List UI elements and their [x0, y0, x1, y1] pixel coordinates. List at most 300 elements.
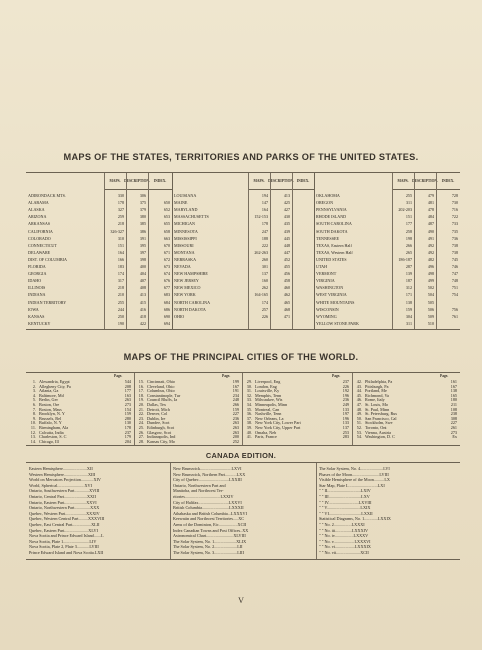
- state-name: PENNSYLVANIA: [316, 207, 347, 213]
- city-number: 26.: [138, 429, 144, 435]
- state-index-page: 733: [451, 221, 458, 227]
- state-map-page: 147: [261, 200, 268, 206]
- state-description-page: 439: [283, 228, 290, 234]
- city-number: 14.: [30, 438, 36, 444]
- city-number: 31.: [246, 388, 252, 394]
- state-row: [314, 257, 460, 262]
- state-row: [26, 214, 172, 219]
- state-description-page: 468: [283, 306, 290, 312]
- state-row: [172, 200, 314, 205]
- city-name: Constantinople, Tur: [147, 392, 181, 398]
- state-map-page: 311: [406, 200, 412, 206]
- state-description-page: 416: [139, 306, 146, 312]
- state-name: FLORIDA: [28, 264, 46, 269]
- canada-entry: City of Halifax.............................LXXVI: [173, 499, 242, 505]
- index-header: INDEX.: [292, 173, 314, 190]
- city-name: New York City, Upper Part: [255, 425, 301, 430]
- state-map-page: 174: [261, 299, 268, 305]
- state-description-page: 481: [427, 200, 434, 206]
- state-description-page: 465: [283, 299, 290, 305]
- city-number: 16.: [138, 383, 144, 389]
- city-number: 49.: [356, 411, 362, 417]
- city-number: 25.: [138, 425, 144, 430]
- canada-entry: Ontario, Northwestern Part and: [173, 482, 226, 488]
- city-number: 44.: [356, 388, 362, 394]
- state-description-page: 375: [139, 200, 146, 206]
- state-name: MISSISSIPPI: [174, 235, 197, 241]
- canada-entry: Visible Hemisphere of the Moon..........LX: [319, 477, 390, 483]
- city-name: St. Petersburg, Rus: [365, 411, 398, 417]
- state-map-page: 226: [261, 313, 268, 319]
- city-page: Ex: [452, 434, 457, 440]
- state-map-page: 265: [405, 249, 412, 255]
- canada-entry: The Solar System, No. 4......................LVI: [319, 466, 390, 471]
- state-map-page: 198: [405, 235, 412, 241]
- state-map-page: 330: [117, 193, 124, 198]
- state-index-page: 652: [163, 207, 170, 213]
- canada-entry: " " II................................LXIV: [319, 488, 371, 494]
- state-name: ALABAMA: [28, 200, 49, 206]
- city-page: 263: [232, 429, 239, 435]
- state-map-page: 160: [261, 278, 268, 284]
- city-page: 263: [124, 397, 131, 403]
- state-row: [314, 271, 460, 276]
- state-description-page: 458: [283, 278, 290, 284]
- description-header: DESCRIPTION.: [414, 173, 436, 190]
- state-description-page: 380: [139, 214, 146, 220]
- city-number: 27.: [138, 434, 144, 440]
- state-name: KANSAS: [28, 313, 45, 319]
- state-row: [314, 285, 460, 290]
- state-row: [172, 214, 314, 219]
- canada-entry: Keewatin and Northwest Territories.....XC: [173, 516, 245, 522]
- state-index-page: 745: [451, 256, 458, 262]
- canada-entry: Quebec, East Central Part..................XLII: [29, 522, 100, 527]
- state-row: [314, 300, 460, 305]
- state-row: [172, 250, 314, 255]
- city-number: 50.: [356, 415, 362, 421]
- state-name: ALASKA: [28, 207, 45, 213]
- city-page: 544: [124, 379, 131, 384]
- city-number: 38.: [246, 420, 252, 426]
- state-description-page: 391: [139, 235, 146, 241]
- state-description-page: 395: [139, 242, 146, 248]
- state-description-page: 435: [283, 221, 290, 227]
- state-name: MISSOURI: [174, 242, 194, 248]
- city-page: 266: [232, 402, 239, 407]
- page-header: Page.: [440, 374, 449, 378]
- state-map-page: 194: [261, 193, 268, 198]
- city-name: Cleveland, Ohio: [147, 383, 175, 389]
- city-name: Boston, Ore: [39, 402, 60, 407]
- state-description-page: 492: [427, 242, 434, 248]
- state-map-page: 138: [405, 299, 412, 305]
- state-map-page: 202-203: [398, 207, 412, 213]
- city-name: Edinburgh, Scot: [147, 425, 175, 430]
- city-page: 192: [342, 388, 349, 394]
- state-index-page: 738: [451, 249, 458, 255]
- city-number: 22.: [138, 411, 144, 417]
- city-number: 24.: [138, 420, 144, 426]
- city-name: Memphis, Tenn: [255, 392, 282, 398]
- state-index-page: 690: [163, 313, 170, 319]
- state-description-page: 447: [283, 249, 290, 255]
- city-number: 40.: [246, 429, 252, 435]
- city-name: Louisville, Ky: [255, 388, 280, 394]
- state-map-page: 326-327: [110, 228, 124, 234]
- canada-entry: City of Quebec.............................LXXIII: [173, 477, 242, 483]
- state-row: [314, 243, 460, 248]
- state-name: NEW JERSEY: [174, 278, 199, 284]
- city-page: 263: [232, 420, 239, 426]
- city-number: 45.: [356, 392, 362, 398]
- city-name: Brooklyn, N. Y: [39, 411, 65, 417]
- state-description-page: 413: [283, 193, 290, 198]
- state-map-page: 151: [405, 214, 412, 220]
- page-header: Page.: [222, 374, 231, 378]
- city-page: 191: [232, 388, 239, 394]
- state-description-page: 398: [139, 256, 146, 262]
- state-row: [26, 271, 172, 276]
- state-map-page: 310: [117, 235, 124, 241]
- state-map-page: 218: [117, 285, 124, 291]
- state-index-page: 736: [451, 235, 458, 241]
- state-name: INDIANA: [28, 292, 46, 298]
- state-row: [314, 207, 460, 212]
- city-name: St. Louis, Mo: [365, 402, 389, 407]
- city-row: [26, 439, 134, 445]
- state-map-page: 152-153: [254, 214, 268, 220]
- state-description-page: 510: [427, 320, 434, 326]
- state-description-page: 455: [283, 264, 290, 269]
- state-map-page: 139: [405, 271, 412, 277]
- state-index-page: 655: [163, 221, 170, 227]
- state-map-page: 190: [117, 320, 124, 326]
- state-index-page: 754: [451, 292, 458, 298]
- state-name: WYOMING: [316, 313, 337, 319]
- city-name: Allegheny City, Pa: [39, 383, 71, 389]
- page-header: Page.: [114, 374, 123, 378]
- state-map-page: 177: [405, 221, 412, 227]
- state-name: OKLAHOMA: [316, 193, 340, 198]
- state-name: WASHINGTON: [316, 285, 344, 291]
- canada-entry: Nova Scotia, Plate 2, Plate 3............LVIII: [29, 544, 99, 550]
- canada-entry: The Solar System, No. 3......................LIII: [173, 550, 244, 555]
- state-row: [26, 264, 172, 269]
- state-name: ADIRONDACK MTS.: [28, 193, 66, 198]
- state-row: [26, 278, 172, 283]
- state-name: TEXAS, Western Half: [316, 249, 353, 255]
- state-map-page: 222: [261, 242, 268, 248]
- canada-entry: Western Hemisphere.......................XIII: [29, 471, 96, 477]
- state-map-page: 287: [405, 264, 412, 269]
- state-name: NEBRASKA: [174, 256, 197, 262]
- canada-entry: Nova Scotia, Plate 1.........................LIV: [29, 538, 97, 544]
- city-name: Atlanta, Ga: [39, 388, 59, 394]
- state-name: WEST VIRGINIA: [316, 292, 347, 298]
- state-map-page: 258: [405, 228, 412, 234]
- city-number: 42.: [356, 379, 362, 384]
- state-map-page: 255: [117, 299, 124, 305]
- state-row: [314, 193, 460, 198]
- state-row: [172, 278, 314, 283]
- city-name: New York City, Lower Part: [255, 420, 301, 426]
- state-name: ILLINOIS: [28, 285, 46, 291]
- city-page: 137: [342, 425, 349, 430]
- city-name: Portland, Me: [365, 388, 387, 394]
- state-row: [26, 285, 172, 290]
- state-row: [172, 271, 314, 276]
- city-row: [134, 439, 242, 445]
- state-map-page: 257: [261, 306, 268, 312]
- state-row: [26, 300, 172, 305]
- canada-entry: " " VI...............................LXXII: [319, 510, 373, 516]
- state-description-page: 502: [427, 285, 434, 291]
- city-number: 32.: [246, 392, 252, 398]
- city-page: 179: [124, 434, 131, 440]
- city-name: Boston, Mass: [39, 406, 62, 412]
- canada-entry: Star Map, Plate I.............................LXI: [319, 482, 385, 488]
- canada-entry: Astronomical Chart..........................XLVIII: [173, 533, 246, 539]
- city-name: San Francisco, Cal: [365, 415, 397, 421]
- canada-entry: " " No. v....................LXXXVI: [319, 538, 371, 544]
- canada-entry: Statistical Diagrams, No. 1.............LXXIX: [319, 516, 391, 522]
- city-page: 227: [232, 411, 239, 417]
- state-map-page: 218: [117, 221, 124, 227]
- state-name: IDAHO: [28, 278, 42, 284]
- state-row: [314, 200, 460, 205]
- canada-entry: Prince Edward Island and Nova Scotia.LXII: [29, 550, 104, 555]
- state-map-page: 137: [261, 271, 268, 277]
- state-name: NEW YORK: [174, 292, 196, 298]
- city-number: 54.: [356, 434, 362, 440]
- canada-title: CANADA EDITION.: [205, 451, 277, 460]
- canada-entry: " " V................................LXIX: [319, 505, 371, 511]
- city-page: 197: [342, 411, 349, 417]
- state-row: [172, 243, 314, 248]
- state-description-page: 404: [139, 271, 146, 277]
- city-page: 211: [450, 402, 457, 407]
- state-index-page: 670: [163, 242, 170, 248]
- state-description-page: 422: [139, 320, 146, 326]
- city-name: St. Paul, Minn: [365, 406, 390, 412]
- city-number: 35.: [246, 406, 252, 412]
- state-map-page: 262: [261, 285, 268, 291]
- state-map-page: 164: [261, 207, 268, 213]
- state-map-page: 301: [261, 264, 268, 269]
- city-name: Paris, France: [255, 434, 277, 440]
- city-name: New Orleans, La: [255, 415, 284, 421]
- state-name: DELAWARE: [28, 249, 51, 255]
- state-description-page: 418: [139, 313, 146, 319]
- city-number: 15.: [138, 379, 144, 384]
- state-name: OHIO: [174, 313, 185, 319]
- state-description-page: 492: [427, 249, 434, 255]
- state-map-page: 166: [117, 256, 124, 262]
- canada-entry: " " No. iii................LXXXIV: [319, 527, 369, 533]
- city-name: Detroit, Mich: [147, 406, 170, 412]
- city-page: 161: [450, 379, 457, 384]
- state-index-page: 735: [451, 228, 458, 234]
- state-description-page: 427: [283, 207, 290, 213]
- city-number: 43.: [356, 383, 362, 389]
- city-page: 263: [232, 425, 239, 430]
- state-name: NORTH CAROLINA: [174, 299, 211, 305]
- states-table: [26, 172, 460, 330]
- city-name: Stockholm, Swe: [365, 420, 393, 426]
- section-divider: [170, 463, 171, 559]
- state-row: [314, 307, 460, 312]
- state-name: ARIZONA: [28, 214, 47, 220]
- city-page: 283: [342, 434, 349, 440]
- canada-entry: " " No. 2.................LXXXI: [319, 522, 365, 527]
- state-description-page: 306: [139, 193, 146, 198]
- city-name: Milwaukee, Wis: [255, 397, 283, 403]
- city-number: 52.: [356, 425, 362, 430]
- canada-entry: Ontario, Eastern Part.....................XXVI: [29, 499, 97, 505]
- city-name: Minneapolis, Minn: [255, 402, 288, 407]
- state-name: UTAH: [316, 264, 328, 269]
- city-number: 17.: [138, 388, 144, 394]
- states-title: MAPS OF THE STATES, TERRITORIES AND PARKS OF THE UNITED STATES.: [63, 152, 419, 162]
- canada-entry: Index Canadian Towns and Post Offices..XX: [173, 527, 249, 533]
- state-index-page: 653: [163, 214, 170, 220]
- state-name: NEW MEXICO: [174, 285, 201, 291]
- city-page: 308: [450, 415, 457, 421]
- canada-entry: " " No. vi...................LXXXIX: [319, 544, 371, 550]
- city-name: Vienna, Austria: [365, 429, 392, 435]
- map-header: MAPS.: [248, 173, 270, 190]
- city-number: 28.: [138, 438, 144, 444]
- state-map-page: 183: [117, 264, 124, 269]
- state-row: [172, 229, 314, 234]
- state-name: NORTH DAKOTA: [174, 306, 206, 312]
- city-name: Denver, Col: [147, 411, 168, 417]
- city-name: Berlin, Ger: [39, 397, 58, 403]
- state-index-page: 686: [163, 306, 170, 312]
- canada-entry: World, Spherical..........................XVI: [29, 482, 92, 488]
- city-name: Cincinnati, Ohio: [147, 379, 175, 384]
- state-description-page: 462: [283, 292, 290, 298]
- state-name: TENNESSEE: [316, 235, 339, 241]
- city-number: 47.: [356, 402, 362, 407]
- state-index-page: 663: [163, 235, 170, 241]
- state-row: [26, 207, 172, 212]
- state-row: [172, 292, 314, 297]
- canada-entry: New Brunswick..............................LXVI: [173, 466, 242, 471]
- city-name: Rome, Italy: [365, 397, 385, 403]
- index-header: INDEX.: [148, 173, 172, 190]
- city-name: Toronto, Ont: [365, 425, 387, 430]
- city-page: 237: [124, 429, 131, 435]
- state-description-page: 379: [139, 207, 146, 213]
- city-number: 10.: [30, 420, 36, 426]
- city-number: 9.: [32, 415, 36, 421]
- city-page: 226: [342, 383, 349, 389]
- state-row: [172, 193, 314, 198]
- state-index-page: 677: [163, 285, 170, 291]
- city-name: Nashville, Tenn: [255, 411, 282, 417]
- canada-entry: " " III...............................LXV: [319, 494, 370, 499]
- state-row: [26, 221, 172, 226]
- state-name: MINNESOTA: [174, 228, 198, 234]
- city-name: Calcutta, India: [39, 429, 64, 435]
- city-page: 261: [450, 425, 457, 430]
- state-name: RHODE ISLAND: [316, 214, 347, 220]
- city-number: 36.: [246, 411, 252, 417]
- state-index-page: 684: [163, 299, 170, 305]
- city-number: 37.: [246, 415, 252, 421]
- state-description-page: 506: [427, 306, 434, 312]
- state-description-page: 482: [427, 256, 434, 262]
- canada-entry: Phases of the Moon..........................LVIII: [319, 471, 389, 477]
- state-name: MARYLAND: [174, 207, 198, 213]
- state-description-page: 445: [283, 235, 290, 241]
- city-page: 178: [124, 425, 131, 430]
- state-description-page: 490: [427, 228, 434, 234]
- state-description-page: 471: [283, 313, 290, 319]
- canada-entry: ritories..................................LXXIV: [173, 494, 234, 499]
- city-page: 236: [342, 397, 349, 403]
- canada-entry: Ontario, Central Part......................XXII: [29, 494, 96, 499]
- city-page: 133: [342, 420, 349, 426]
- state-name: VERMONT: [316, 271, 337, 277]
- state-name: DIST. OF COLUMBIA: [28, 256, 67, 262]
- state-map-page: 159: [405, 306, 412, 312]
- state-description-page: 509: [427, 313, 434, 319]
- city-number: 12.: [30, 429, 36, 435]
- index-header: INDEX.: [436, 173, 460, 190]
- state-row: [26, 193, 172, 198]
- city-page: 108: [450, 406, 457, 412]
- state-name: SOUTH DAKOTA: [316, 228, 348, 234]
- city-page: 252: [232, 438, 239, 444]
- state-description-page: 505: [427, 299, 434, 305]
- state-row: [314, 264, 460, 269]
- state-map-page: 327: [117, 207, 124, 213]
- state-index-page: 683: [163, 292, 170, 298]
- state-row: [314, 236, 460, 241]
- state-row: [26, 236, 172, 241]
- city-name: Baltimore, Md: [39, 392, 64, 398]
- state-description-page: 491: [427, 235, 434, 241]
- state-description-page: 479: [427, 193, 434, 198]
- state-index-page: 658: [163, 228, 170, 234]
- city-number: 53.: [356, 429, 362, 435]
- state-row: [172, 307, 314, 312]
- city-page: 138: [450, 388, 457, 394]
- city-page: 237: [342, 379, 349, 384]
- state-row: [26, 243, 172, 248]
- canada-entry: World on Mercators Projection............XIV: [29, 477, 101, 483]
- state-description-page: 456: [283, 271, 290, 277]
- city-page: 204: [124, 438, 131, 444]
- state-index-page: 694: [163, 320, 170, 326]
- state-name: MAINE: [174, 200, 188, 206]
- state-name: MONTANA: [174, 249, 195, 255]
- city-page: 163: [124, 392, 131, 398]
- state-description-page: 448: [283, 242, 290, 248]
- state-row: [314, 214, 460, 219]
- city-number: 21.: [138, 406, 144, 412]
- state-map-page: 266: [405, 242, 412, 248]
- city-name: Montreal, Can: [255, 406, 280, 412]
- state-name: MASSACHUSETTS: [174, 214, 209, 220]
- city-number: 18.: [138, 392, 144, 398]
- state-index-page: 746: [451, 264, 458, 269]
- city-number: 20.: [138, 402, 144, 407]
- state-row: [26, 321, 172, 326]
